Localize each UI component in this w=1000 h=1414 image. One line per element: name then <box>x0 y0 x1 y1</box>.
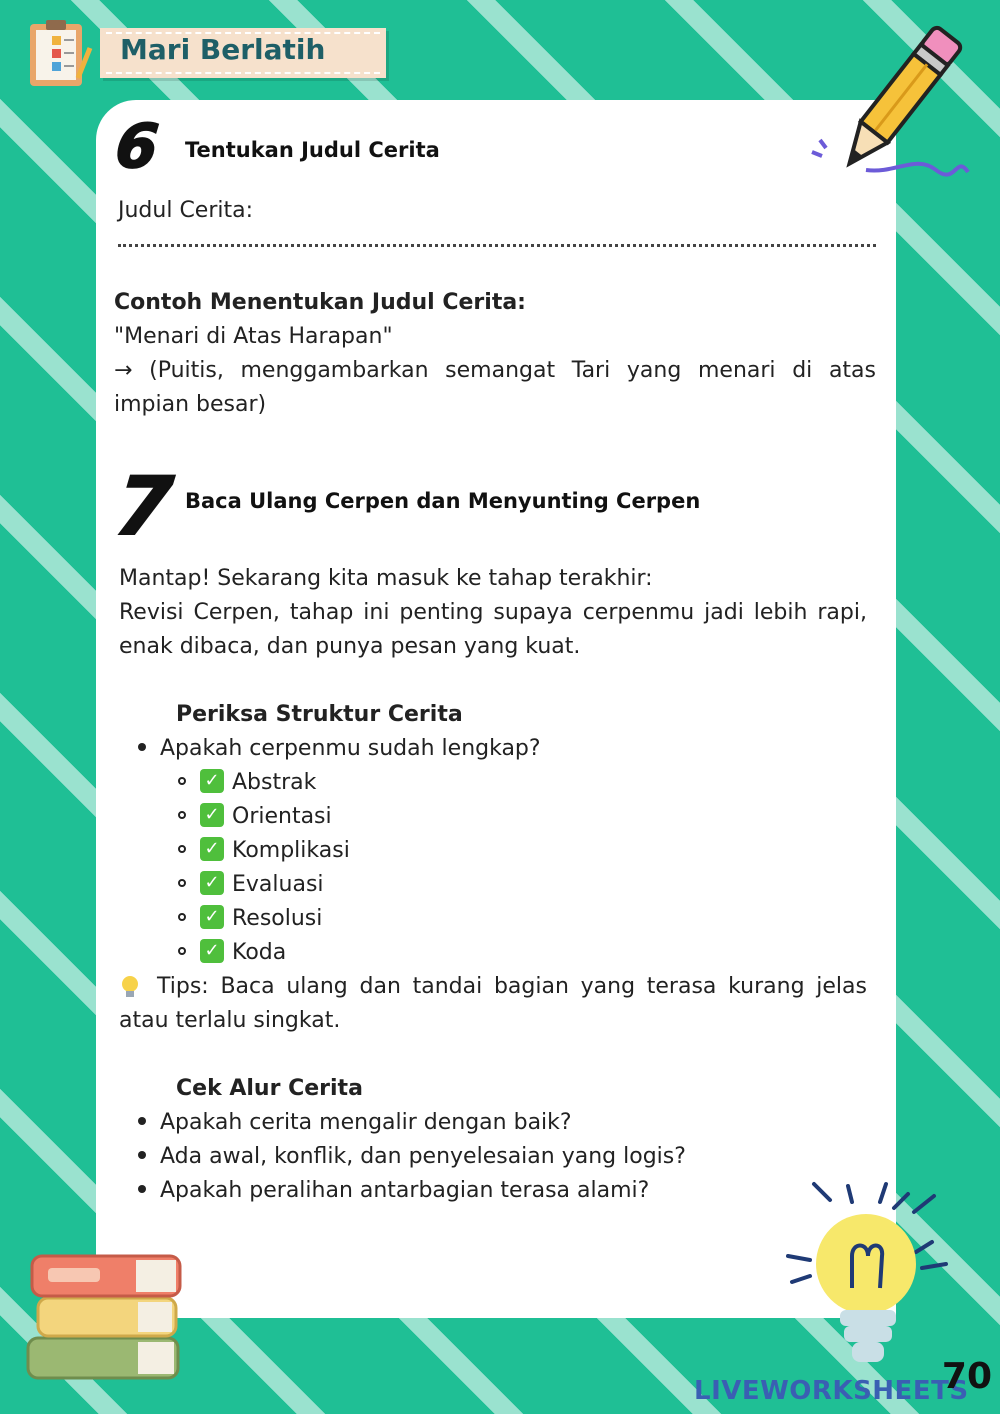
books-icon <box>18 1246 188 1386</box>
intro-line: Mantap! Sekarang kita masuk ke tahap terakhir: <box>119 566 653 591</box>
check-icon: ✓ <box>200 837 224 861</box>
plot-heading: Cek Alur Cerita <box>176 1076 363 1101</box>
checklist-item: ✓ Komplikasi <box>178 834 350 868</box>
checklist-item: ✓ Abstrak <box>178 766 316 800</box>
list-item: Apakah cerpenmu sudah lengkap? <box>138 732 541 766</box>
check-icon: ✓ <box>200 871 224 895</box>
structure-heading: Periksa Struktur Cerita <box>176 702 463 727</box>
title-field-label: Judul Cerita: <box>118 198 254 223</box>
tips-text: Tips: Baca ulang dan tandai bagian yang terasa kurang jelas atau terlalu singkat. <box>119 974 867 1033</box>
title-answer-line[interactable] <box>118 244 876 247</box>
page-number: 70 <box>941 1356 992 1397</box>
step-number-6: 6 <box>112 112 162 182</box>
list-item: Ada awal, konflik, dan penyelesaian yang logis? <box>138 1140 686 1174</box>
step-number-7: 7 <box>111 460 177 553</box>
example-heading: Contoh Menentukan Judul Cerita: <box>114 290 526 315</box>
check-icon: ✓ <box>200 905 224 929</box>
list-item: Apakah cerita mengalir dengan baik? <box>138 1106 572 1140</box>
example-title: "Menari di Atas Harapan" <box>114 324 393 349</box>
check-icon: ✓ <box>200 939 224 963</box>
list-item: Apakah peralihan antarbagian terasa alami? <box>138 1174 649 1208</box>
check-icon: ✓ <box>200 769 224 793</box>
example-note: → (Puitis, menggambarkan semangat Tari yang menari di atas impian besar) <box>114 358 876 417</box>
section-7-title: Baca Ulang Cerpen dan Menyunting Cerpen <box>185 489 701 513</box>
checklist-item: ✓ Resolusi <box>178 902 322 936</box>
checklist-item: ✓ Orientasi <box>178 800 332 834</box>
intro-paragraph: Revisi Cerpen, tahap ini penting supaya cerpenmu jadi lebih rapi, enak dibaca, dan punya pesan yang kuat. <box>119 600 867 659</box>
section-6-title: Tentukan Judul Cerita <box>185 138 440 162</box>
clipboard-icon <box>28 18 94 90</box>
checklist-item: ✓ Koda <box>178 936 286 970</box>
watermark: LIVEWORKSHEETS <box>694 1376 969 1406</box>
check-icon: ✓ <box>200 803 224 827</box>
lightbulb-icon <box>782 1176 958 1376</box>
checklist-item: ✓ Evaluasi <box>178 868 324 902</box>
page-title: Mari Berlatih <box>120 33 326 66</box>
pencil-icon <box>806 4 992 190</box>
